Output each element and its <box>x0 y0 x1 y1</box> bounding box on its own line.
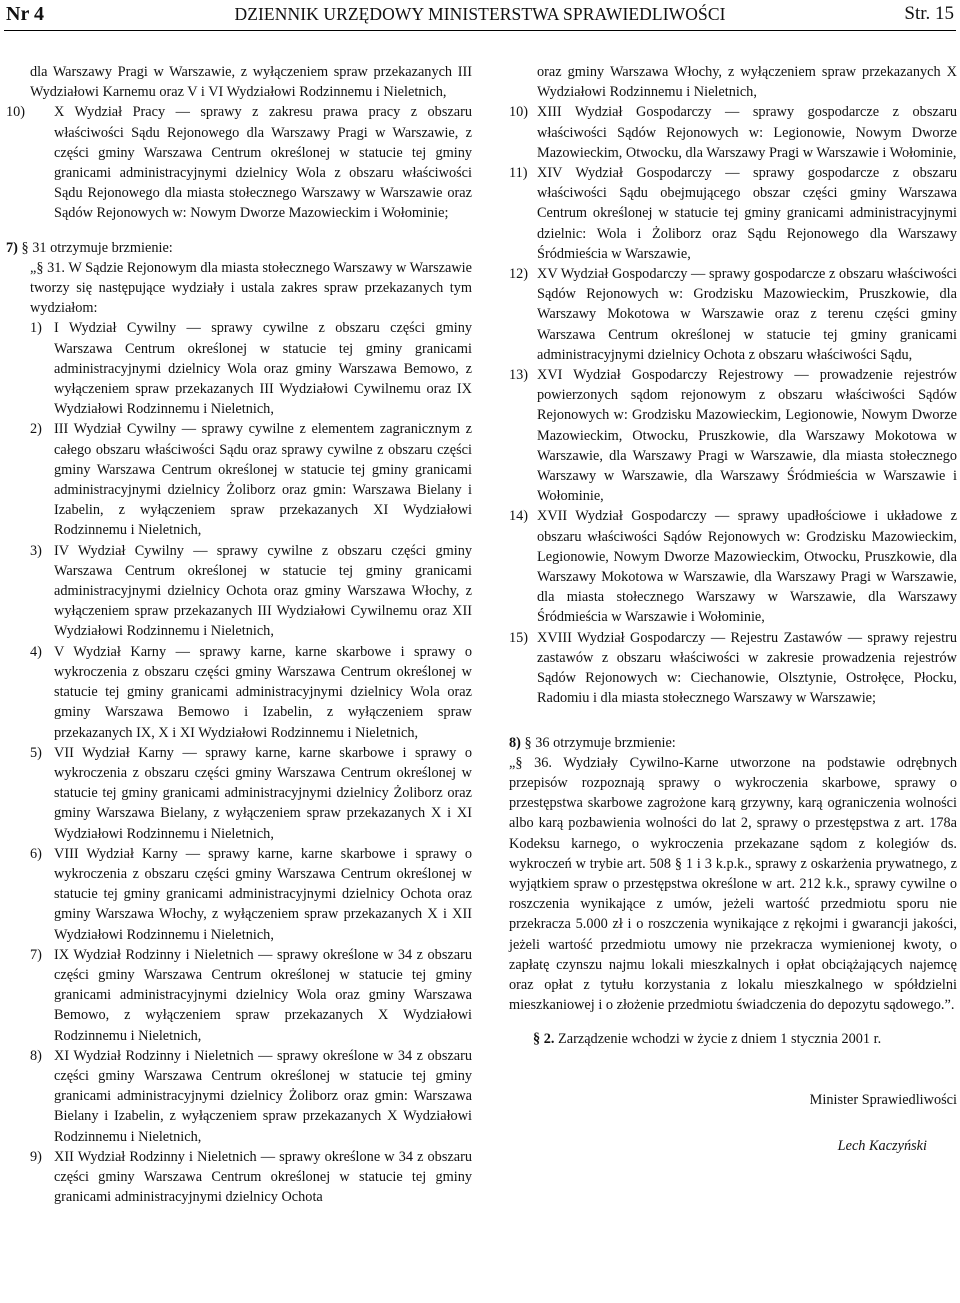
point-text: § 31 otrzymuje brzmienie: <box>21 239 173 256</box>
list-item <box>6 1147 472 1208</box>
paragraph-31: „§ 31. W Sądzie Rejonowym dla miasta stołecznego Warszawy w Warszawie tworzy się następujące wydziały i ustala zakres spraw przekazanych tym wydziałom: <box>30 259 472 317</box>
issue-number: Nr 4 <box>6 3 44 25</box>
section-2 <box>509 1029 957 1049</box>
page-header <box>0 0 960 28</box>
item-text: XVI Wydział Gospodarczy Rejestrowy — prowadzenie rejestrów powierzonych sądom rejonowym z obszaru właściwości Sądów Rejonowych w: Grodzisku Mazowieckim, Legionowie, Nowym Dworze Mazowieckim, Otwocku, Pruszkowie, dla Warszawy Mokotowa w Warszawie, dla Warszawy Pragi w Warszawie, dla miasta stołecznego Warszawy w Warszawie, dla Warszawy Śródmieścia w Warszawie i Wołominie, <box>537 367 957 505</box>
item-number: 6) <box>30 845 42 862</box>
right-column <box>509 62 957 1156</box>
list-item <box>509 365 957 506</box>
item-number: 4) <box>30 643 42 660</box>
list-item <box>509 102 957 163</box>
list-item <box>6 844 472 945</box>
item-number: 15) <box>509 629 529 646</box>
item-text: IX Wydział Rodzinny i Nieletnich — sprawy określone w 34 z obszaru części gminy Warszawa Centrum określonej w statucie tej gminy granicami administracyjnymi dzielnicy Wola oraz gminy Warszawa Bemowo, z wyłączeniem spraw przekazanych X Wydziałowi Rodzinnemu i Nieletnich, <box>54 946 472 1044</box>
item-number: 7) <box>30 946 42 963</box>
section-text: Zarządzenie wchodzi w życie z dniem 1 stycznia 2001 r. <box>558 1031 882 1048</box>
list-item <box>6 642 472 743</box>
header-rule <box>4 30 956 31</box>
continuation-text: oraz gminy Warszawa Włochy, z wyłączeniem spraw przekazanych X Wydziałowi Rodzinnemu i Nieletnich, <box>537 64 957 101</box>
item-text: VII Wydział Karny — sprawy karne, karne skarbowe i sprawy o wykroczenia z obszaru części gminy Warszawa Centrum określonej w statucie tej gminy granicami administracyjnymi dzielnicy Żoliborz oraz gminy Warszawa Bielany, z wyłączeniem spraw przekazanych X i XI Wydziałowi Rodzinnemu i Nieletnich, <box>54 744 472 842</box>
item-text: IV Wydział Cywilny — sprawy cywilne z obszaru części gminy Warszawa Centrum określonej w statucie tej gminy granicami administracyjnymi dzielnicy Ochota oraz gminy Warszawa Włochy, z wyłączeniem spraw przekazanych III Wydziałowi Cywilnemu oraz XII Wydziałowi Rodzinnemu i Nieletnich, <box>54 542 472 640</box>
item-text: XVIII Wydział Gospodarczy — Rejestru Zastawów — sprawy rejestru zastawów z obszaru właściwości w zakresie prowadzenia rejestrów Sądów Rejonowych w: Ciechanowie, Olsztynie, Ostrołęce, Płocku, Radomiu i dla miasta stołecznego Warszawy w Warszawie; <box>537 629 957 707</box>
point-text: § 36 otrzymuje brzmienie: <box>524 734 676 751</box>
item-text: VIII Wydział Karny — sprawy karne, karne skarbowe i sprawy o wykroczenia z obszaru części gminy Warszawa Centrum określonej w statucie tej gminy granicami administracyjnymi dzielnicy Ochota oraz gminy Warszawa Włochy, z wyłączeniem spraw przekazanych X i XII Wydziałowi Rodzinnemu i Nieletnich, <box>54 845 472 943</box>
paragraph-31-list <box>6 318 472 1207</box>
intro-paragraph: dla Warszawy Pragi w Warszawie, z wyłączeniem spraw przekazanych III Wydziałowi Karnemu oraz V i VI Wydziałowi Rodzinnemu i Nieletnich, <box>30 64 472 101</box>
list-item <box>6 743 472 844</box>
journal-title: DZIENNIK URZĘDOWY MINISTERSTWA SPRAWIEDLIWOŚCI <box>234 4 726 24</box>
list-item <box>509 163 957 264</box>
list-item <box>6 102 472 223</box>
item-text: XI Wydział Rodzinny i Nieletnich — sprawy określone w 34 z obszaru części gminy Warszawa Centrum określonej w statucie tej gminy granicami administracyjnymi dzielnicy Żoliborz oraz gmin: Warszawa Bielany i Izabelin, z wyłączeniem spraw przekazanych X Wydziałowi Rodzinnemu i Nieletnich, <box>54 1047 472 1145</box>
paragraph-36: „§ 36. Wydziały Cywilno-Karne utworzone na podstawie odrębnych przepisów rozpoznają sprawy o wykroczenia skarbowe, sprawy o przestępstwa skarbowe zagrożone karą grzywny, karą ograniczenia wolności albo karą pozbawienia wolności do lat 2, sprawy o przestępstwa z art. 178a Kodeksu karnego, o wykroczenia przekazane sądom z kolegiów ds. wykroczeń w trybie art. 508 § 1 i 3 k.p.k., sprawy z oskarżenia prywatnego, z wyjątkiem spraw o przestępstwa określone w art. 212 k.k., sprawy cywilne o roszczenia wynikające z umów, jeżeli wartość przedmiotu sporu nie przekracza 5.000 zł i o roszczenia wynikające z rękojmi i gwarancji jakości, jeżeli wartość przedmiotu umowy nie przekracza wymienionej kwoty, o zapłatę czynszu najmu lokali mieszkalnych i opłat obciążających najemcę oraz opłat z tytułu korzystania z lokalu mieszkalnego w spółdzielni mieszkaniowej i o złożenie przedmiotu świadczenia do depozytu sądowego.”. <box>509 754 957 1014</box>
item-text: XIV Wydział Gospodarczy — sprawy gospodarcze z obszaru właściwości Sądu obejmującego obszar części gminy Warszawa Centrum określonej w statucie tej gminy granicami administracyjnymi dzielnic: Wola i Żoliborz oraz Sądu Rejonowego dla Warszawy Śródmieścia w Warszawie, <box>537 165 957 262</box>
list-item <box>6 945 472 1046</box>
point-7 <box>6 238 472 258</box>
signer-name: Lech Kaczyński <box>837 1137 927 1154</box>
list-item <box>6 318 472 419</box>
list-item <box>6 541 472 642</box>
list-item <box>6 419 472 540</box>
item-text: XIII Wydział Gospodarczy — sprawy gospodarcze z obszaru właściwości Sądów Rejonowych w: Legionowie, Nowym Dworze Mazowieckim, Otwocku, dla Warszawy Pragi w Warszawie i Wołominie, <box>537 104 957 161</box>
point-number: 8) <box>509 734 521 751</box>
list-item <box>509 264 957 365</box>
item-text: XV Wydział Gospodarczy — sprawy gospodarcze z obszaru właściwości Sądów Rejonowych w: Grodzisku Mazowieckim, Pruszkowie, dla Warszawy Mokotowa w Warszawie oraz z terenu części gminy Warszawa Centrum określonej w statucie tej gminy granicami administracyjnymi dzielnicy Ochota z obszaru właściwości Sądu, <box>537 266 957 363</box>
signer-title: Minister Sprawiedliwości <box>809 1091 957 1108</box>
item-number: 14) <box>509 508 529 525</box>
item-text: III Wydział Cywilny — sprawy cywilne z elementem zagranicznym z całego obszaru właściwości Sądu oraz sprawy cywilne z obszaru części gminy Warszawa Centrum określonej w statucie tej gminy granicami administracyjnymi dzielnicy Żoliborz oraz gmin: Warszawa Bielany i Izabelin, z wyłączeniem spraw przekazanych XI Wydziałowi Rodzinnemu i Nieletnich, <box>54 421 472 539</box>
section-number: § 2. <box>533 1031 555 1048</box>
list-item <box>6 1046 472 1147</box>
item-text: X Wydział Pracy — sprawy z zakresu prawa pracy z obszaru właściwości Sądu Rejonowego dla Warszawy Pragi w Warszawie, z części gminy Warszawa Centrum określonej w statucie tej gminy granicami administracyjnymi dzielnicy Wola z obszaru właściwości Sądu Rejonowego dla miasta stołecznego Warszawy w Warszawie oraz Sądów Rejonowych w: Nowym Dworze Mazowieckim i Wołominie; <box>54 104 472 222</box>
item-number: 12) <box>509 266 529 283</box>
item-number: 5) <box>30 744 42 761</box>
item-text: XII Wydział Rodzinny i Nieletnich — sprawy określone w 34 z obszaru części gminy Warszawa Centrum określonej w statucie tej gminy granicami administracyjnymi dzielnicy Ochota <box>54 1148 472 1206</box>
item-number: 3) <box>30 542 42 559</box>
list-item <box>509 506 957 627</box>
item-number: 11) <box>509 165 528 182</box>
point-8 <box>509 733 957 753</box>
item-number: 10) <box>6 104 26 121</box>
item-number: 1) <box>30 320 42 337</box>
item-number: 2) <box>30 421 42 438</box>
item-text: XVII Wydział Gospodarczy — sprawy upadłościowe i układowe z obszaru właściwości Sądów Rejonowych w: Grodzisku Mazowieckim, Legionowie, Nowym Dworze Mazowieckim, Otwocku, Pruszkowie, dla Warszawy Mokotowa w Warszawie, dla Warszawy Pragi w Warszawie, dla miasta stołecznego Warszawy w Warszawie, dla Warszawy Śródmieścia w Warszawie i Wołominie, <box>537 508 957 626</box>
item-text: I Wydział Cywilny — sprawy cywilne z obszaru części gminy Warszawa Centrum określonej w statucie tej gminy granicami administracyjnymi dzielnicy Wola oraz gminy Warszawa Bemowo, z wyłączeniem spraw przekazanych III Wydziałowi Cywilnemu oraz IX Wydziałowi Rodzinnemu i Nieletnich, <box>54 320 472 418</box>
item-number: 8) <box>30 1047 42 1064</box>
item-text: V Wydział Karny — sprawy karne, karne skarbowe i sprawy o wykroczenia z obszaru części gminy Warszawa Centrum określonej w statucie tej gminy granicami administracyjnymi dzielnicy Wola oraz gminy Warszawa Bemowo i Izabelin, z wyłączeniem spraw przekazanych IX, X i XI Wydziałowi Rodzinnemu i Nieletnich, <box>54 643 472 741</box>
item-number: 9) <box>30 1148 42 1165</box>
left-column <box>6 62 472 1207</box>
point-number: 7) <box>6 239 18 256</box>
page-number: Str. 15 <box>904 3 954 24</box>
item-number: 10) <box>509 104 529 121</box>
right-list <box>509 102 957 708</box>
list-item <box>509 628 957 709</box>
item-number: 13) <box>509 367 529 384</box>
